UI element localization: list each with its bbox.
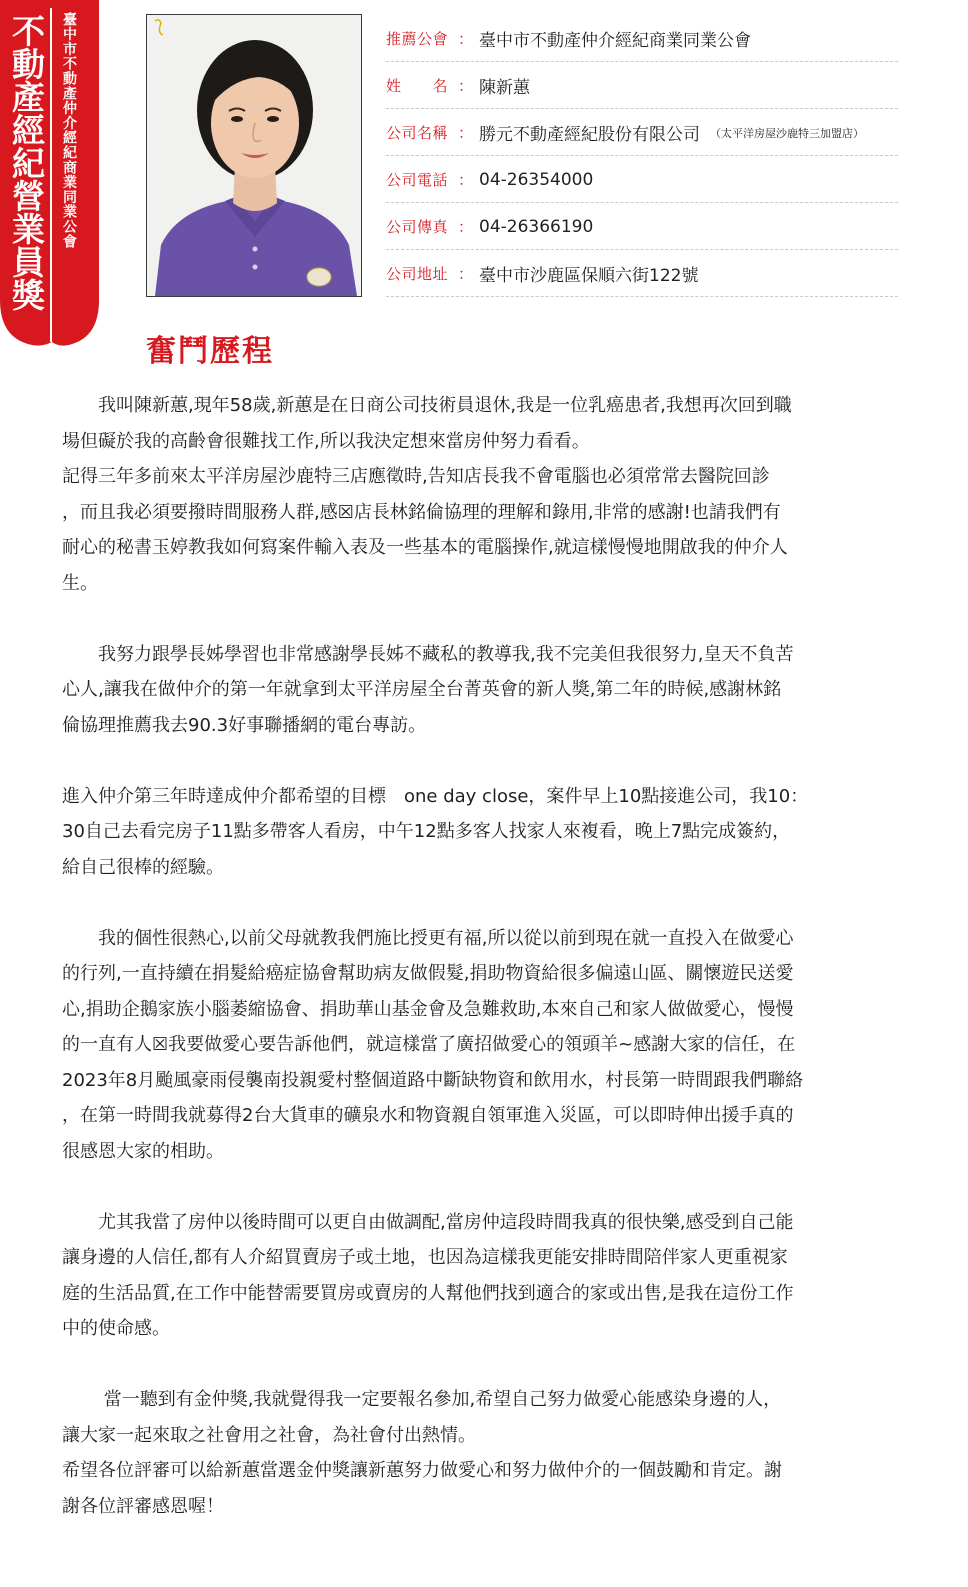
story-line: 2023年8月颱風豪雨侵襲南投親愛村整個道路中斷缺物資和飲用水，村長第一時間跟我們聯絡 — [62, 1069, 804, 1091]
story-line: 謝各位評審感恩喔！ — [62, 1495, 224, 1517]
paragraph-gap — [62, 743, 907, 779]
paragraph-gap — [62, 601, 907, 637]
association-name: 臺中市不動產仲介經紀商業同業公會 — [61, 12, 77, 249]
story-line: 心人,讓我在做仲介的第一年就拿到太平洋房屋全台菁英會的新人獎,第二年的時候,感謝林銘 — [62, 679, 782, 700]
info-colon: ： — [458, 77, 474, 95]
story-line: 給自己很棒的經驗。 — [62, 856, 224, 878]
info-value: 04-26354000 — [479, 169, 594, 190]
info-label: 姓 名 — [386, 77, 449, 95]
member-info — [386, 15, 898, 297]
story-line: 讓身邊的人信任,都有人介紹買賣房子或土地，也因為這樣我更能安排時間陪伴家人更重視家 — [62, 1247, 788, 1268]
paragraph-gap — [62, 1347, 907, 1383]
story-line: 倫協理推薦我去90.3好事聯播網的電台專訪。 — [62, 714, 427, 736]
info-value: 04-26366190 — [479, 216, 594, 237]
story-line: 讓大家一起來取之社會用之社會，為社會付出熱情。 — [62, 1424, 476, 1446]
story-line: 場但礙於我的高齡會很難找工作,所以我決定想來當房仲努力看看。 — [62, 430, 590, 452]
info-colon: ： — [458, 171, 474, 189]
story-line: 我努力跟學長姊學習也非常感謝學長姊不藏私的教導我,我不完美但我很努力,皇天不負苦 — [62, 643, 794, 665]
info-value: 勝元不動產經紀股份有限公司 — [479, 125, 701, 145]
story-line: 的行列,一直持續在捐髮給癌症協會幫助病友做假髮,捐助物資給很多偏遠山區、關懷遊民送愛 — [62, 963, 794, 984]
story-line: 中的使命感。 — [62, 1318, 170, 1339]
info-colon: ： — [458, 30, 474, 48]
info-label: 公司傳真 — [386, 218, 449, 236]
info-colon: ： — [458, 124, 474, 142]
story-line: 尤其我當了房仲以後時間可以更自由做調配,當房仲這段時間我真的很快樂,感受到自己能 — [62, 1211, 794, 1233]
story-line: 記得三年多前來太平洋房屋沙鹿特三店應徵時,告知店長我不會電腦也必須常常去醫院回診 — [62, 466, 770, 487]
info-label: 公司名稱 — [386, 124, 449, 142]
portrait-photo — [146, 14, 362, 297]
info-row-name — [386, 62, 898, 109]
info-value: 陳新蕙 — [479, 78, 531, 98]
info-label: 公司電話 — [386, 171, 449, 189]
story-line: 30自己去看完房子11點多帶客人看房，中午12點多客人找家人來複看，晚上7點完成簽約， — [62, 821, 791, 842]
info-colon: ： — [458, 218, 474, 236]
section-title: 奮鬥歷程 — [146, 334, 274, 369]
info-row-phone — [386, 156, 898, 203]
info-value: 臺中市沙鹿區保順六街122號 — [479, 266, 699, 286]
info-value: 臺中市不動產仲介經紀商業同業公會 — [479, 31, 752, 51]
story-line: 我叫陳新蕙,現年58歲,新蕙是在日商公司技術員退休,我是一位乳癌患者,我想再次回到職 — [62, 395, 792, 416]
info-label: 公司地址 — [386, 265, 449, 283]
info-label: 推薦公會 — [386, 30, 449, 48]
info-note: （太平洋房屋沙鹿特三加盟店） — [710, 126, 865, 140]
story-line: 進入仲介第三年時達成仲介都希望的目標 one day close，案件早上10點接進公司，我10： — [62, 785, 809, 807]
story-line: 我的個性很熱心,以前父母就教我們施比授更有福,所以從以前到現在就一直投入在做愛心 — [62, 927, 794, 949]
story-line: 耐心的秘書玉婷教我如何寫案件輸入表及一些基本的電腦操作,就這樣慢慢地開啟我的仲介人 — [62, 537, 788, 558]
paragraph-gap — [62, 885, 907, 921]
story-text — [62, 388, 907, 1524]
paragraph-gap — [62, 1169, 907, 1205]
story-line: 當一聽到有金仲獎,我就覺得我一定要報名參加,希望自己努力做愛心能感染身邊的人， — [62, 1389, 782, 1410]
info-colon: ： — [458, 265, 474, 283]
story-line: ，而且我必須要撥時間服務人群,感☒店長林銘倫協理的理解和錄用,非常的感謝!也請我們有 — [62, 501, 781, 523]
story-line: 生。 — [62, 572, 98, 594]
story-line: 的一直有人☒我要做愛心要告訴他們，就這樣當了廣招做愛心的領頭羊~感謝大家的信任，在 — [62, 1034, 796, 1055]
portrait-illustration — [147, 15, 361, 296]
info-row-association — [386, 15, 898, 62]
info-row-company — [386, 109, 898, 156]
story-line: 希望各位評審可以給新蕙當選金仲獎讓新蕙努力做愛心和努力做仲介的一個鼓勵和肯定。謝 — [62, 1460, 782, 1481]
award-title: 不動產經紀營業員獎 — [7, 14, 46, 311]
story-line: 很感恩大家的相助。 — [62, 1140, 224, 1162]
info-row-fax — [386, 203, 898, 250]
story-line: 庭的生活品質,在工作中能替需要買房或賣房的人幫他們找到適合的家或出售,是我在這份工作 — [62, 1282, 794, 1304]
story-line: ，在第一時間我就募得2台大貨車的礦泉水和物資親自領軍進入災區，可以即時伸出援手真的 — [62, 1105, 794, 1126]
award-banner — [0, 0, 99, 350]
story-line: 心,捐助企鵝家族小腦萎縮協會、捐助華山基金會及急難救助,本來自己和家人做做愛心，慢慢 — [62, 998, 794, 1020]
info-row-address — [386, 250, 898, 297]
